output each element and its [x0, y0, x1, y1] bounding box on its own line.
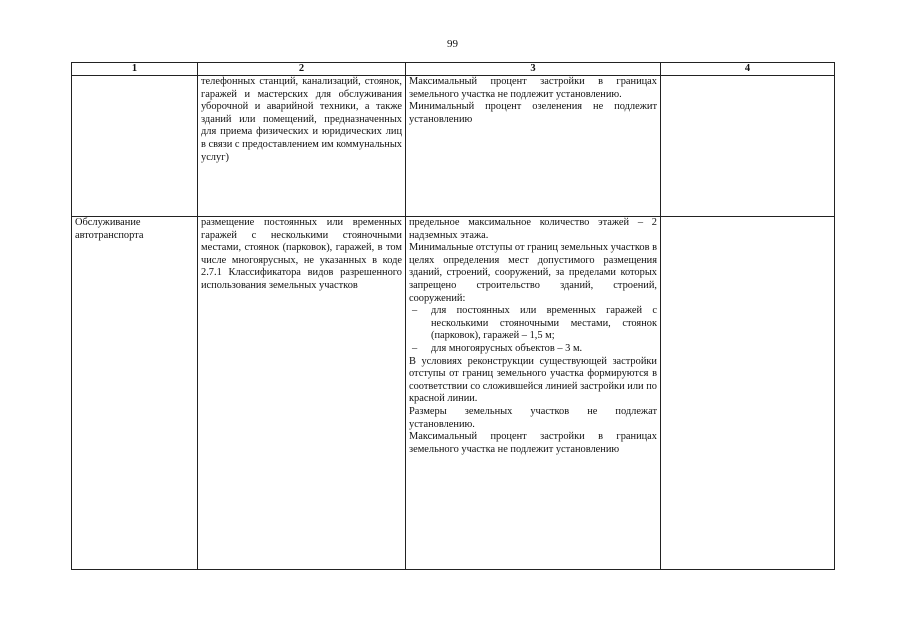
header-col-2: 2 — [198, 63, 406, 76]
list-item-text: для многоярусных объектов – 3 м. — [431, 342, 583, 354]
cell-use-name: Обслуживание автотранспорта — [72, 217, 198, 570]
dash-marker: – — [412, 305, 418, 317]
cell-use-name — [72, 76, 198, 217]
cell-parameters — [406, 217, 661, 570]
regulations-table — [71, 62, 835, 570]
parameter-paragraph: Максимальный процент застройки в границах земельного участка не подлежит установлению. — [409, 76, 657, 100]
cell-use-description: размещение постоянных или временных гаражей с несколькими стояночными местами, стоянок (парковок), гаражей, в том числе многоярусных, не указанных в коде 2.7.1 Классификатора видов разрешенного использования земельных участков — [198, 217, 406, 570]
header-col-4: 4 — [661, 63, 835, 76]
parameter-paragraph: Размеры земельных участков не подлежат установлению. — [409, 405, 657, 430]
list-item-text: для постоянных или временных гаражей с несколькими стояночными местами, стоянок (парковок), гаражей – 1,5 м; — [431, 305, 657, 342]
table-row — [72, 76, 835, 217]
cell-notes — [661, 76, 835, 217]
setback-list — [409, 305, 657, 355]
header-col-1: 1 — [72, 63, 198, 76]
list-item — [409, 343, 657, 356]
header-col-3: 3 — [406, 63, 661, 76]
dash-marker: – — [412, 342, 418, 354]
parameter-paragraph: предельное максимальное количество этажей – 2 надземных этажа. — [409, 217, 657, 241]
parameter-paragraph: Максимальный процент застройки в границах земельного участка не подлежит установлению — [409, 431, 657, 455]
parameter-paragraph: В условиях реконструкции существующей застройки отступы от границ земельного участка формируются в соответствии со сложившейся линией застройки или по красной линии. — [409, 355, 657, 405]
list-item — [409, 305, 657, 343]
cell-parameters — [406, 76, 661, 217]
cell-notes — [661, 217, 835, 570]
table-header-row — [72, 63, 835, 76]
parameter-paragraph: Минимальный процент озеленения не подлежит установлению — [409, 101, 657, 125]
page-number: 99 — [447, 38, 458, 50]
table-row — [72, 217, 835, 570]
cell-use-description: телефонных станций, канализаций, стоянок, гаражей и мастерских для обслуживания уборочной и аварийной техники, а также зданий или помещений, предназначенных для приема физических и юридических лиц в связи с предоставлением им коммунальных услуг) — [198, 76, 406, 217]
parameter-paragraph: Минимальные отступы от границ земельных участков в целях определения мест допустимого размещения зданий, строений, сооружений, за пределами которых запрещено строительство зданий, строений, сооружений: — [409, 242, 657, 304]
